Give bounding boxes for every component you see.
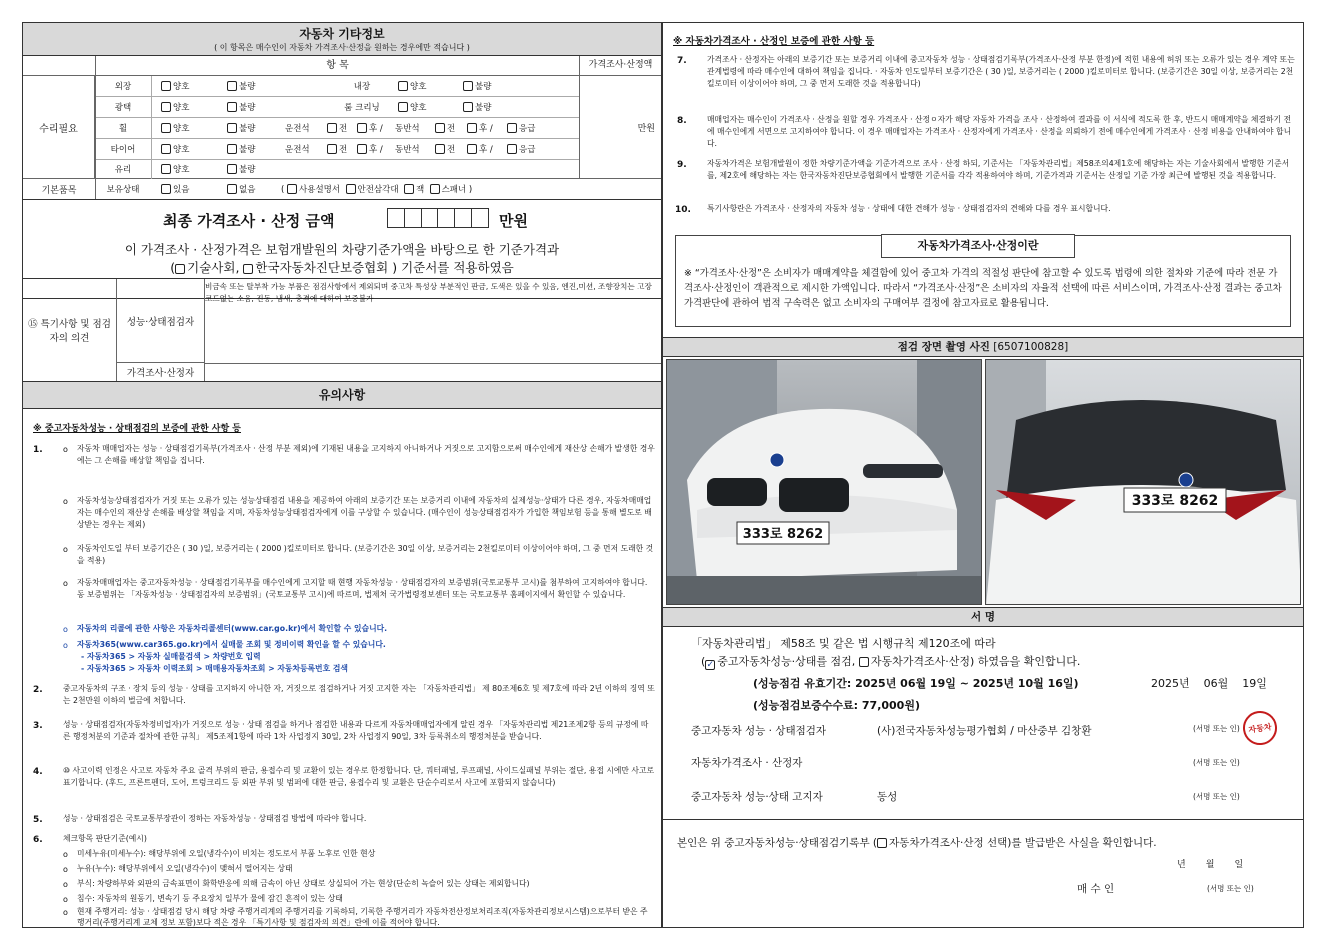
sign-title: 서 명	[971, 611, 995, 623]
wheel-pass-front[interactable]: 전	[435, 122, 455, 134]
item-3-num: 3.	[33, 721, 43, 731]
glass-label: 유리	[114, 165, 132, 175]
notifier-label: 중고자동차 성능·상태 고지자	[691, 791, 823, 803]
notice-title: 유의사항	[318, 388, 366, 402]
option-tech-check[interactable]	[175, 264, 185, 274]
criteria-1: 미세누유(미세누수): 해당부위에 오일(냉각수)이 비치는 정도로서 부품 노후로 인한 현상	[77, 849, 376, 858]
item-3-text: 성능 · 상태점검자(자동차정비업자)가 거짓으로 성능 · 상태 점검을 하거나 점검한 내용과 다르게 자동차매매업자에게 알린 경우 「자동차관리법 제21조제2항 등의 규정에 따른 행정처분의 기준과 절차에 관한 규칙」 제5조제1항에 따라 1차 사업정지 30일, 2차 사업정지 90일, 3차 등록취소의 행정처분을 받습니다.	[63, 720, 649, 742]
item-5-num: 5.	[33, 815, 43, 825]
rear-plate: 333로 8262	[1131, 493, 1219, 509]
possession-have[interactable]: 있음	[161, 183, 189, 195]
exterior-bad[interactable]: 불량	[227, 80, 255, 92]
inspector-label: 중고자동차 성능 · 상태점검자	[691, 725, 827, 737]
wheel-emergency[interactable]: 응급	[507, 122, 535, 134]
glass-good[interactable]: 양호	[161, 163, 189, 175]
repair-label: 수리필요	[23, 76, 95, 179]
possession-items: ( 사용설명서 안전삼각대 잭 스패너 )	[281, 185, 473, 195]
tire-emergency[interactable]: 응급	[507, 143, 535, 155]
car365-path-1: - 자동차365 > 자동차 실매물검색 > 차량번호 입력	[81, 652, 261, 661]
item-2-text: 중고자동차의 구조 · 장치 등의 성능 · 상태를 고지하지 아니한 자, 거짓으로 점검하거나 거짓 고지한 자는 「자동차관리법」 제 80조제6호 및 제7호에 따라 2년 이하의 징역 또는 2천만원 이하의 벌금에 처합니다.	[63, 684, 655, 706]
photo-header	[663, 337, 1303, 357]
col-sep	[151, 76, 152, 179]
row-basic	[95, 179, 661, 200]
item-4-num: 4.	[33, 767, 43, 777]
exterior-label: 외장	[114, 82, 132, 92]
tire-driver-front[interactable]: 전	[327, 143, 347, 155]
gloss-label: 광택	[114, 103, 132, 113]
notifier-sign: (서명 또는 인)	[1193, 792, 1240, 801]
sign-date: 2025년 06월 19일	[1151, 677, 1267, 690]
tire-pass-front[interactable]: 전	[435, 143, 455, 155]
criteria-5: 현재 주행거리: 성능 · 상태점검 당시 해당 차량 주행거리계의 주행거리를 기록하되, 기록한 주행거리가 자동차전산정보처리조직(자동차관리정보시스템)으로부터 받은 주행거리(주행거리계 교체 정보 포함)보다 적은 경우 「특기사항 및 점검자의 의견」란에 이를 적어야 합니다.	[77, 907, 648, 927]
law-line: 「자동차관리법」 제58조 및 같은 법 시행규칙 제120조에 따라	[691, 637, 996, 650]
sign-header	[663, 607, 1303, 627]
notice-header	[23, 382, 661, 409]
other-info-header	[23, 23, 661, 56]
criteria-3: 부식: 차량하부와 외판의 금속표면이 화학반응에 의해 금속이 아닌 상태로 상실되어 가는 현상(단순히 녹슬어 있는 상태는 제외합니다)	[77, 879, 530, 888]
other-info-title: 자동차 기타정보	[299, 27, 385, 41]
item-2-num: 2.	[33, 685, 43, 695]
wheel-label: 휠	[118, 124, 128, 134]
item-1-num: 1.	[33, 445, 43, 455]
receipt-price-check[interactable]	[877, 838, 887, 848]
tire-label: 타이어	[110, 145, 136, 155]
buyer-sign: (서명 또는 인)	[1207, 884, 1254, 893]
row-wheel	[95, 118, 579, 139]
item-9-text: 자동차가격은 보험개발원이 정한 차량기준가액을 기준가격으로 조사 · 산정 하되, 기준서는 「자동차관리법」제58조의4제1호에 해당하는 자는 기술사회에서 발행한 기준서를, 제2호에 해당하는 자는 한국자동차진단보증협회에서 발행한 기준서를 각각 적용하여야 하며, 기준가격과 기준서는 산정일 기준 가장 최근에 발행된 것을 적용합니다.	[707, 159, 1290, 181]
car365-path-2: - 자동차365 > 자동차 이력조회 > 매매용자동차조회 > 자동차등록번호 검색	[81, 664, 348, 673]
fee: (성능점검보증수수료: 77,000원)	[753, 699, 920, 712]
photo-label: 점검 장면 촬영 사진	[897, 341, 990, 353]
perf-check[interactable]	[705, 660, 715, 670]
wheel-pass-rear[interactable]: 후 /	[467, 122, 493, 134]
validity: (성능점검 유효기간: 2025년 06월 19일 ~ 2025년 10월 16일)	[753, 677, 1079, 690]
recall-link[interactable]: 자동차의 리콜에 관한 사항은 자동차리콜센터(www.car.go.kr)에서 확인할 수 있습니다.	[77, 624, 388, 633]
option-assoc-check[interactable]	[243, 264, 253, 274]
item-1-sub-4: 자동차매매업자는 중고자동차성능 · 상태점검기록부를 매수인에게 고지할 때 현행 자동차성능 · 상태점검자의 보증범위(국토교통부 고시)를 첨부하여 고지하여야 합니다. 동 보증범위는 「자동차성능 · 상태점검자의 보증범위」(국토교통부 고시)에 따르며, 법제처 국가법령정보센터 또는 국토교통부 홈페이지에서 확인할 수 있습니다.	[77, 578, 648, 600]
item-4-text: ⑩ 사고이력 인정은 사고로 자동차 주요 골격 부위의 판금, 용접수리 및 교환이 있는 경우로 한정합니다. 단, 쿼터패널, 루프패널, 사이드실패널 부위는 절단, 용접 시에만 사고로 표기합니다. (후드, 프론트펜더, 도어, 트렁크리드 등 외판 부위 및 범퍼에 대한 판금, 용접수리 및 교환은 단순수리로서 사고에 포함되지 않습니다)	[63, 766, 655, 788]
car365-link[interactable]: 자동차365(www.car365.go.kr)에서 실매물 조회 및 정비이력 확인을 할 수 있습니다.	[77, 640, 386, 649]
price-check[interactable]	[859, 657, 869, 667]
item-7-text: 가격조사 · 산정자는 아래의 보증기간 또는 보증거리 이내에 중고자동차 성능 · 상태점검기록부(가격조사·산정 부분 한정)에 적힌 내용에 허위 또는 오류가 있는 경우 계약 또는 관계법령에 따라 매수인에 대하여 책임을 집니다. · 자동차 인도일부터 보증기간은 ( 30 )일, 보증거리는 ( 2000 )킬로미터로 합니다. (보증기간은 30일 이상, 보증거리는 2천킬로미터 이상이어야 하며, 그 중 먼저 도래한 것을 적용합니다)	[707, 55, 1295, 89]
gloss-bad[interactable]: 불량	[227, 101, 255, 113]
glass-bad[interactable]: 불량	[227, 163, 255, 175]
row-tire	[95, 139, 579, 160]
room-clean-good[interactable]: 양호	[398, 101, 426, 113]
definition-box	[675, 235, 1291, 327]
front-car-photo	[666, 359, 982, 605]
col-item: 항 목	[95, 56, 579, 75]
perf-inspector-note: 비금속 또는 탈부착 가능 부품은 점검사항에서 제외되며 중고차 특성상 부분적인 판금, 도색은 있을 수 있음, 엔진,미션, 조향장치는 고장코드없는 소음, 진동, 냄새, 충격에 대하여 보증불가	[205, 282, 652, 303]
wheel-driver-rear[interactable]: 후 /	[357, 122, 383, 134]
left-pane: 자동차 기타정보 ( 이 항목은 매수인이 자동차 가격조사·산정을 원하는 경우에만 적습니다 ) 항 목 가격조사·산정액 수리필요 외장 양호 불량 내장 양호 불량 광택 양호 불량 룸 크리닝 양호 불량 휠 양호 불량 운전석 전 후 / 동반석 전 후 / 응급 타이어 양호 불량 운전석 전 후 / 동반석 전 후 / 응급 유리 양호 불량 만원 기본품목 보유상태 있음 없음 ( 사용설명서 안전삼각대 잭 스패너 ) 최종 가격조사 · 산정 금액 만원 이 가격조사 · 산정가격은 보험개발원의 차량기준가액을 바탕으로 한 기준가격과 ( 기술사회, 한국자동차진단보증협회 ) 기준서를 적용하였음 ⑮ 특기사항 및 점검자의 의견 성능·상태점검자 비금속 또는 탈부착 가능 부품은 점검사항에서 제외되며 중고차 특성상 부분적인 판금, 도색은 있을 수 있음, 엔진,미션, 조향장치는 고장코드없는 소음, 진동, 냄새, 충격에 대하여 보증불가 가격조사·산정자 유의사항 ※ 중고자동차성능 · 상태점검의 보증에 관한 사항 등 1. o 자동차 매매업자는 성능 · 상태점검기록부(가격조사 · 산정 부분 제외)에 기재된 내용을 고지하지 아니하거나 거짓으로 고지함으로써 매수인에게 재산상 손해가 발생한 경우에는 그 손해를 배상할 책임을 집니다. o 자동차성능상태점검자가 거짓 또는 오류가 있는 성능상태점검 내용을 제공하여 아래의 보증기간 또는 보증거리 이내에 자동차의 실제성능·상태가 다른 경우, 자동차매매업자는 매수인의 재산상 손해를 배상할 책임을 지며, 자동차성능상태점검자에게 이를 구상할 수 있습니다. (매수인이 성능상태점검자가 가입한 책임보험 등을 통해 별도로 배상받는 경우는 제외) o 자동차인도일 부터 보증기간은 ( 30 )일, 보증거리는 ( 2000 )킬로미터로 합니다. (보증기간은 30일 이상, 보증거리는 2천킬로미터 이상이어야 하며, 그 중 먼저 도래한 것을 적용) o 자동차매매업자는 중고자동차성능 · 상태점검기록부를 매수인에게 고지할 때 현행 자동차성능 · 상태점검자의 보증범위(국토교통부 고시)를 첨부하여 고지하여야 합니다. 동 보증범위는 「자동차성능 · 상태점검자의 보증범위」(국토교통부 고시)에 따르며, 법제처 국가법령정보센터 또는 국토교통부 홈페이지에서 확인할 수 있습니다. o 자동차의 리콜에 관한 사항은 자동차리콜센터(www.car.go.kr)에서 확인할 수 있습니다. o 자동차365(www.car365.go.kr)에서 실매물 조회 및 정비이력 확인을 할 수 있습니다. - 자동차365 > 자동차 실매물검색 > 차량번호 입력 - 자동차365 > 자동차 이력조회 > 매매용자동차조회 > 자동차등록번호 검색 2. 중고자동차의 구조 · 장치 등의 성능 · 상태를 고지하지 아니한 자, 거짓으로 점검하거나 거짓 고지한 자는 「자동차관리법」 제 80조제6호 및 제7호에 따라 2년 이하의 징역 또는 2천만원 이하의 벌금에 처합니다. 3. 성능 · 상태점검자(자동차정비업자)가 거짓으로 성능 · 상태 점검을 하거나 점검한 내용과 다르게 자동차매매업자에게 알린 경우 「자동차관리법 제21조제2항 등의 규정에 따른 행정처분의 기준과 절차에 관한 규칙」 제5조제1항에 따라 1차 사업정지 30일, 2차 사업정지 90일, 3차 등록취소의 행정처분을 받습니다. 4. ⑩ 사고이력 인정은 사고로 자동차 주요 골격 부위의 판금, 용접수리 및 교환이 있는 경우로 한정합니다. 단, 쿼터패널, 루프패널, 사이드실패널 부위는 절단, 용접 시에만 사고로 표기합니다. (후드, 프론트펜더, 도어, 트렁크리드 등 외판 부위 및 범퍼에 대한 판금, 용접수리 및 교환은 단순수리로서 사고에 포함되지 않습니다) 5. 성능 · 상태점검은 국토교통부장관이 정하는 자동차성능 · 상태점검 방법에 따라야 합니다. 6. 체크항목 판단기준(예시) o 미세누유(미세누수): 해당부위에 오일(냉각수)이 비치는 정도로서 부품 노후로 인한 현상 o 누유(누수): 해당부위에서 오일(냉각수)이 맺혀서 떨어지는 상태 o 부식: 차량하부와 외판의 금속표면이 화학반응에 의해 금속이 아닌 상태로 상실되어 가는 현상(단순히 녹슬어 있는 상태는 제외합니다) o 침수: 자동차의 원동기, 변속기 등 주요장치 일부가 물에 잠긴 흔적이 있는 상태 o 현재 주행거리: 성능 · 상태점검 당시 해당 차량 주행거리계의 주행거리를 기록하되, 기록한 주행거리가 자동차전산정보처리조직(자동차관리정보시스템)으로부터 받은 주행거리(주행거리계 교체 정보 포함)보다 적은 경우 「특기사항 및 점검자의 의견」란에 이를 적어야 합니다.	[22, 22, 662, 928]
price-unit: 만원	[579, 76, 661, 179]
wheel-good[interactable]: 양호	[161, 122, 189, 134]
price-assessor-label: 가격조사·산정자	[117, 363, 205, 381]
item-6-text: 체크항목 판단기준(예시)	[63, 834, 147, 843]
confirm-line: (✓ 중고자동차성능·상태를 점검, 자동차가격조사·산정) 하였음을 확인합니다.	[701, 653, 1080, 670]
final-price-line1: 이 가격조사 · 산정가격은 보험개발원의 차량기준가액을 바탕으로 한 기준가격과	[124, 242, 560, 257]
interior-label: 내장	[353, 82, 371, 92]
special-notes	[23, 278, 661, 382]
interior-bad[interactable]: 불량	[463, 80, 491, 92]
room-clean-bad[interactable]: 불량	[463, 101, 491, 113]
item-1-sub-2: 자동차성능상태점검자가 거짓 또는 오류가 있는 성능상태점검 내용을 제공하여 아래의 보증기간 또는 보증거리 이내에 자동차의 실제성능·상태가 다른 경우, 자동차매매업자는 매수인의 재산상 손해를 배상할 책임을 지며, 자동차성능상태점검자에게 이를 구상할 수 있습니다. (매수인이 성능상태점검자가 가입한 책임보험 등을 통해 별도로 배상받는 경우는 제외)	[77, 496, 652, 530]
rear-car-photo	[985, 359, 1301, 605]
row-exterior	[95, 76, 579, 97]
item-8-num: 8.	[677, 116, 687, 126]
wheel-driver: 운전석	[285, 124, 310, 134]
receipt-date: 년 월 일	[1177, 860, 1244, 870]
special-label: ⑮ 특기사항 및 점검자의 의견	[23, 279, 117, 381]
table-head	[23, 56, 661, 76]
item-6-num: 6.	[33, 835, 43, 845]
wheel-passenger: 동반석	[395, 124, 420, 134]
tire-driver-rear[interactable]: 후 /	[357, 143, 383, 155]
item-10-text: 특기사항란은 가격조사 · 산정자의 자동차 성능 · 상태에 대한 견해가 성능 · 상태점검자의 견해와 다를 경우 표시합니다.	[707, 204, 1111, 213]
item-7-num: 7.	[677, 56, 687, 66]
front-plate: 333로 8262	[742, 527, 824, 542]
photo-code: [6507100828]	[993, 341, 1069, 353]
item-9-num: 9.	[677, 160, 687, 170]
tire-bad[interactable]: 불량	[227, 143, 255, 155]
possession-none[interactable]: 없음	[227, 183, 255, 195]
final-price-label: 최종 가격조사 · 산정 금액	[163, 212, 335, 230]
basic-label: 기본품목	[23, 179, 95, 200]
guarantee-title: ※ 자동차가격조사 · 산정인 보증에 관한 사항 등	[673, 36, 875, 47]
col-price: 가격조사·산정액	[579, 56, 661, 75]
item-1-sub-3: 자동차인도일 부터 보증기간은 ( 30 )일, 보증거리는 ( 2000 )킬로미터로 합니다. (보증기간은 30일 이상, 보증거리는 2천킬로미터 이상이어야 하며, 그 중 먼저 도래한 것을 적용)	[77, 544, 654, 566]
criteria-4: 침수: 자동차의 원동기, 변속기 등 주요장치 일부가 물에 잠긴 흔적이 있는 상태	[77, 894, 343, 903]
buyer-label: 매 수 인	[1077, 883, 1115, 895]
tire-good[interactable]: 양호	[161, 143, 189, 155]
final-price-boxes[interactable]	[387, 208, 489, 228]
inspector-sign: (서명 또는 인)	[1193, 724, 1240, 733]
room-clean-label: 룸 크리닝	[344, 103, 380, 113]
wheel-bad[interactable]: 불량	[227, 122, 255, 134]
criteria-2: 누유(누수): 해당부위에서 오일(냉각수)이 맺혀서 떨어지는 상태	[77, 864, 293, 873]
notifier-name: 동성	[877, 791, 898, 803]
tire-pass-rear[interactable]: 후 /	[467, 143, 493, 155]
other-info-subtitle: ( 이 항목은 매수인이 자동차 가격조사·산정을 원하는 경우에만 적습니다 )	[214, 43, 470, 52]
tire-driver: 운전석	[285, 145, 310, 155]
price-assessor-sign: (서명 또는 인)	[1193, 758, 1240, 767]
receipt-line: 본인은 위 중고자동차성능·상태점검기록부 ( 자동차가격조사·산정 선택)를 발급받은 사실을 확인합니다.	[677, 837, 1157, 849]
final-price-unit: 만원	[499, 212, 528, 230]
row-glass	[95, 160, 579, 179]
final-price-line2: ( 기술사회, 한국자동차진단보증협회 ) 기준서를 적용하였음	[170, 260, 514, 275]
exterior-good[interactable]: 양호	[161, 80, 189, 92]
item-10-num: 10.	[675, 205, 691, 215]
tire-passenger: 동반석	[395, 145, 420, 155]
possession-label: 보유상태	[106, 185, 140, 195]
wheel-driver-front[interactable]: 전	[327, 122, 347, 134]
price-assessor-sign-label: 자동차가격조사 · 산정자	[691, 757, 803, 769]
definition-title: 자동차가격조사·산정이란	[881, 234, 1075, 258]
seal-stamp: 자동차	[1241, 709, 1279, 747]
perf-inspector-label: 성능·상태점검자	[117, 279, 205, 363]
notice-section-title: ※ 중고자동차성능 · 상태점검의 보증에 관한 사항 등	[33, 424, 241, 434]
definition-text: ※ “가격조사·산정”은 소비자가 매매계약을 체결함에 있어 중고차 가격의 적절성 판단에 참고할 수 있도록 법령에 의한 절차와 기준에 따라 전문 가격조사·산정인이 객관적으로 제시한 가액입니다. 따라서 “가격조사·산정”은 소비자의 자율적 선택에 따른 서비스이며, 가격조사·산정 결과는 중고차 가격판단에 관하여 법적 구속력은 없고 소비자의 구매여부 결정에 참고자료로 활용됩니다.	[684, 268, 1282, 309]
row-gloss	[95, 97, 579, 118]
item-5-text: 성능 · 상태점검은 국토교통부장관이 정하는 자동차성능 · 상태점검 방법에 따라야 합니다.	[63, 814, 367, 823]
interior-good[interactable]: 양호	[398, 80, 426, 92]
item-1-sub-1: 자동차 매매업자는 성능 · 상태점검기록부(가격조사 · 산정 부분 제외)에 기재된 내용을 고지하지 아니하거나 거짓으로 고지함으로써 매수인에게 재산상 손해가 발생한 경우에는 그 손해를 배상할 책임을 집니다.	[77, 444, 655, 466]
gloss-good[interactable]: 양호	[161, 101, 189, 113]
inspector-name: (사)전국자동차성능평가협회 / 마산중부 김창환	[877, 725, 1092, 737]
item-8-text: 매매업자는 매수인이 가격조사 · 산정을 원할 경우 가격조사 · 산정ㅇ자가 해당 자동차 가격을 조사 · 산정하여 결과를 이 서식에 적도록 한 후, 반드시 매매계약을 체결하기 전에 매수인에게 서면으로 고지하여야 합니다. 이 경우 매매업자는 가격조사 · 산정자에게 가격조사 · 산정을 의뢰하기 전에 매수인에게 가격조사 · 산정 비용을 안내하여야 합니다.	[707, 115, 1292, 149]
right-pane	[662, 22, 1304, 928]
